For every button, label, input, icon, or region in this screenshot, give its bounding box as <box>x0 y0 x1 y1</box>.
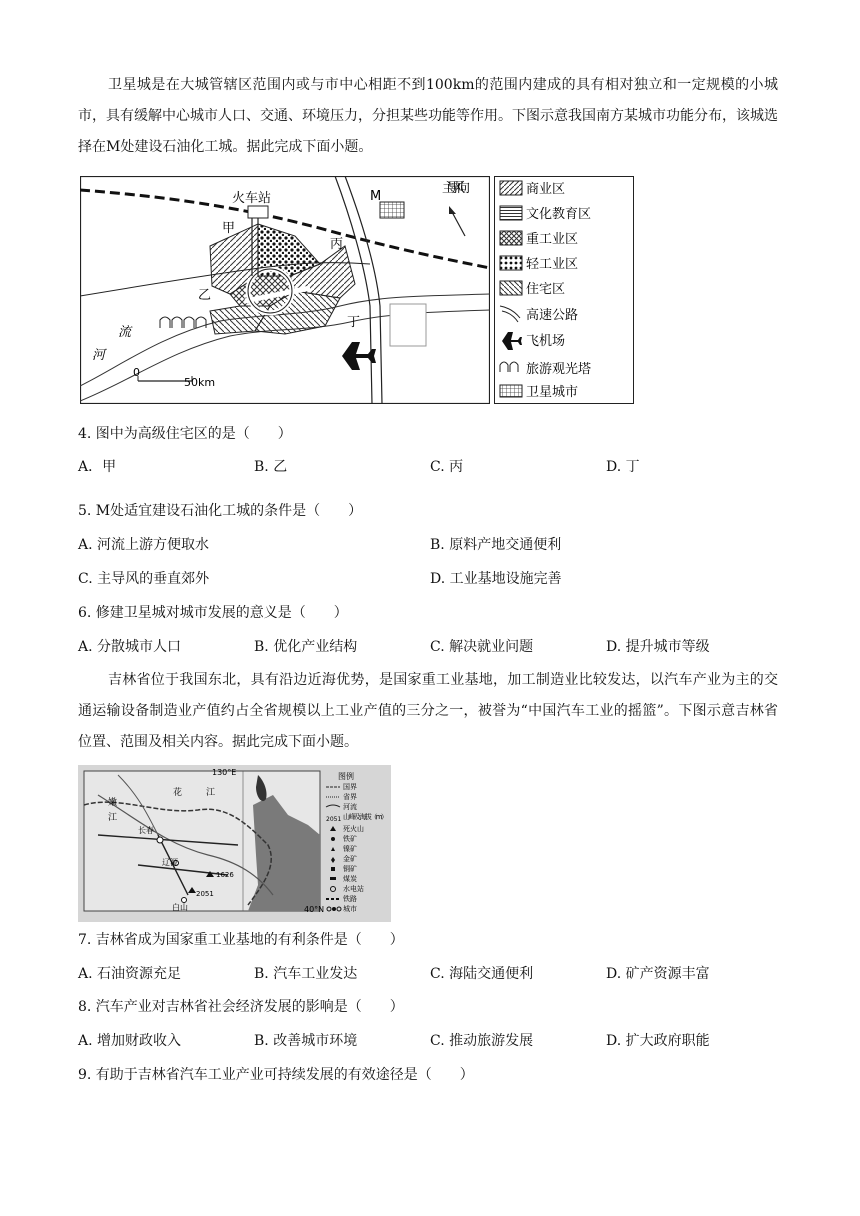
legend-label-1: 文化教育区 <box>526 207 592 222</box>
map2-legend-3: 山峰及海拔（m） <box>343 813 388 821</box>
map1-legend <box>494 176 634 404</box>
question-5: 5. M处适宜建设石油化工城的条件是（ ） <box>78 503 363 519</box>
label-yi: 乙 <box>198 288 212 303</box>
city-baishan <box>182 898 187 903</box>
label-ding: 丁 <box>347 315 361 330</box>
map2-legend-6: 镍矿 <box>343 845 357 853</box>
label-jia: 甲 <box>222 221 236 236</box>
map2-legend-0: 国界 <box>343 783 357 791</box>
residential-pattern <box>500 281 522 295</box>
legend-label-3: 轻工业区 <box>526 257 579 272</box>
q5-option-d[interactable]: D. 工业基地设施完善 <box>430 571 562 587</box>
map2-legend-12: 城市 <box>343 905 357 913</box>
place-baishan: 白山 <box>172 903 188 912</box>
map2-legend-title: 图例 <box>338 772 354 781</box>
place-hua: 花 <box>173 788 183 798</box>
map2-legend-5: 铁矿 <box>343 835 357 843</box>
question-4: 4. 图中为高级住宅区的是（ ） <box>78 426 292 442</box>
intro-paragraph-2: 吉林省位于我国东北，具有沿边近海优势，是国家重工业基地，加工制造业比较发达，以汽车产业为主的交通运输设备制造业产值约占全省规模以上工业产值的三分之一，被誉为“中国汽车工业的摇篮”。下图示意吉林省位置、范围及相关内容。据此完成下面小题。 <box>78 672 778 750</box>
legend-label-4: 住宅区 <box>526 282 566 297</box>
question-8: 8. 汽车产业对吉林省社会经济发展的影响是（ ） <box>78 999 404 1015</box>
legend-label-8: 卫星城市 <box>526 385 579 400</box>
light-industry-pattern <box>500 256 522 270</box>
question-7: 7. 吉林省成为国家重工业基地的有利条件是（ ） <box>78 932 404 948</box>
heavy-industry-pattern <box>500 231 522 245</box>
zone-ding <box>390 304 426 346</box>
label-river-2: 河 <box>92 348 106 363</box>
legend-label-6: 飞机场 <box>526 334 566 349</box>
q4-option-a[interactable]: A．甲 <box>78 459 117 475</box>
peak-label-1626: 1626 <box>216 871 234 879</box>
label-station: 火车站 <box>232 191 272 206</box>
place-changchun: 长春 <box>138 826 154 835</box>
map2-legend-1: 省界 <box>343 793 357 801</box>
peak-label-2051: 2051 <box>196 890 214 898</box>
place-nen: 嫩 <box>108 798 118 808</box>
map2-legend-9: 煤炭 <box>343 875 357 883</box>
lon-label: 130°E <box>212 768 237 777</box>
satellite-city-m-icon <box>380 202 404 218</box>
city-changchun <box>157 837 163 843</box>
intro-paragraph-1: 卫星城是在大城管辖区范围内或与市中心相距不到100km的范围内建成的具有相对独立和一定规模的小城市，具有缓解中心城市人口、交通、环境压力，分担某些功能等作用。下图示意我国南方某城市功能分布，该城选择在M处建设石油化工城。据此完成下面小题。 <box>78 77 778 155</box>
q6-option-b[interactable]: B. 优化产业结构 <box>254 639 358 655</box>
legend-label-5: 高速公路 <box>526 308 579 323</box>
commercial-pattern <box>500 181 522 195</box>
education-pattern <box>500 206 522 220</box>
map2-legend-8: 铜矿 <box>343 865 357 873</box>
q8-option-d[interactable]: D. 扩大政府职能 <box>606 1033 710 1049</box>
label-bing: 丙 <box>330 237 344 252</box>
legend-label-0: 商业区 <box>526 182 566 197</box>
label-wind: 主导风向 <box>442 181 470 196</box>
q7-option-c[interactable]: C. 海陆交通便利 <box>430 966 534 982</box>
satellite-city-icon <box>500 385 522 397</box>
q4-option-b[interactable]: B. 乙 <box>254 459 288 475</box>
map2-legend-7: 金矿 <box>343 855 357 863</box>
q7-option-a[interactable]: A. 石油资源充足 <box>78 966 182 982</box>
place-jiang-1: 江 <box>206 788 216 798</box>
q6-option-d[interactable]: D. 提升城市等级 <box>606 639 710 655</box>
map2-legend-4: 死火山 <box>343 825 364 833</box>
jilin-map <box>78 765 391 922</box>
q6-option-a[interactable]: A. 分散城市人口 <box>78 639 182 655</box>
q4-option-c[interactable]: C. 丙 <box>430 459 464 475</box>
label-river-1: 流 <box>118 325 132 340</box>
question-6: 6. 修建卫星城对城市发展的意义是（ ） <box>78 605 348 621</box>
map2-legend-2: 河流 <box>343 803 357 811</box>
q8-option-b[interactable]: B. 改善城市环境 <box>254 1033 358 1049</box>
q4-option-d[interactable]: D. 丁 <box>606 459 640 475</box>
q5-option-c[interactable]: C. 主导风的垂直郊外 <box>78 571 210 587</box>
q7-option-d[interactable]: D. 矿产资源丰富 <box>606 966 710 982</box>
legend-label-2: 重工业区 <box>526 232 579 247</box>
map2-legend-10: 水电站 <box>343 885 364 893</box>
q5-option-a[interactable]: A. 河流上游方便取水 <box>78 537 210 553</box>
place-liaoyuan: 辽源 <box>162 858 178 867</box>
q6-option-c[interactable]: C. 解决就业问题 <box>430 639 534 655</box>
question-9: 9. 有助于吉林省汽车工业产业可持续发展的有效途径是（ ） <box>78 1067 474 1083</box>
label-scale-50: 50km <box>184 376 216 389</box>
q5-option-b[interactable]: B. 原料产地交通便利 <box>430 537 562 553</box>
lat-label: 40°N <box>304 905 325 914</box>
q8-option-c[interactable]: C. 推动旅游发展 <box>430 1033 534 1049</box>
place-jiang-2: 江 <box>108 813 118 823</box>
legend-label-7: 旅游观光塔 <box>526 362 592 377</box>
label-m: M <box>370 189 382 204</box>
city-function-map <box>80 176 490 404</box>
q8-option-a[interactable]: A. 增加财政收入 <box>78 1033 182 1049</box>
map2-legend-11: 铁路 <box>343 895 357 903</box>
q7-option-b[interactable]: B. 汽车工业发达 <box>254 966 358 982</box>
train-station-icon <box>248 206 268 218</box>
map2-legend-2051: 2051 <box>326 816 342 823</box>
label-scale-0: 0 <box>133 366 140 379</box>
